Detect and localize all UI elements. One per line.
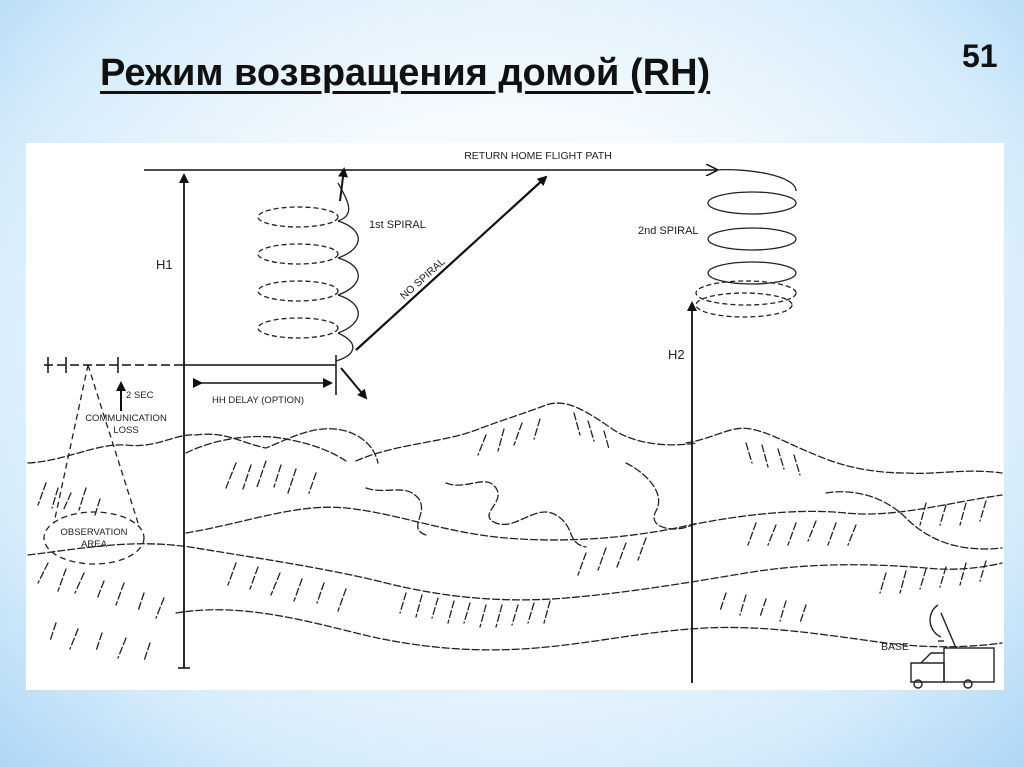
mountain-sketch — [28, 403, 1002, 661]
spiral-entry-arrow — [341, 368, 366, 398]
first-spiral — [258, 183, 358, 361]
diagram-svg — [26, 143, 1004, 690]
communication-loss-label-2: LOSS — [113, 425, 139, 436]
observation-area-label-2: AREA — [81, 539, 107, 550]
observation-area-label-1: OBSERVATION — [60, 527, 128, 538]
no-spiral-label: NO SPIRAL — [397, 255, 448, 303]
no-spiral-arrow — [356, 177, 546, 350]
hh-delay-label: HH DELAY (OPTION) — [211, 395, 305, 406]
slide-number: 51 — [962, 38, 998, 74]
first-spiral-label: 1st SPIRAL — [369, 219, 426, 231]
slide-title: Режим возвращения домой (RH) — [100, 52, 711, 94]
second-spiral-label: 2nd SPIRAL — [638, 225, 699, 237]
second-spiral — [696, 170, 796, 317]
base-label: BASE — [881, 641, 910, 653]
spiral-exit-arrow — [340, 169, 344, 201]
flight-path-label: RETURN HOME FLIGHT PATH — [464, 150, 612, 162]
initial-flight-line — [44, 355, 336, 395]
communication-loss-label-1: COMMUNICATION — [85, 413, 167, 424]
return-home-diagram — [26, 143, 1004, 690]
two-sec-label: 2 SEC — [126, 390, 154, 401]
h2-label: H2 — [668, 347, 685, 362]
h1-label: H1 — [156, 257, 173, 272]
